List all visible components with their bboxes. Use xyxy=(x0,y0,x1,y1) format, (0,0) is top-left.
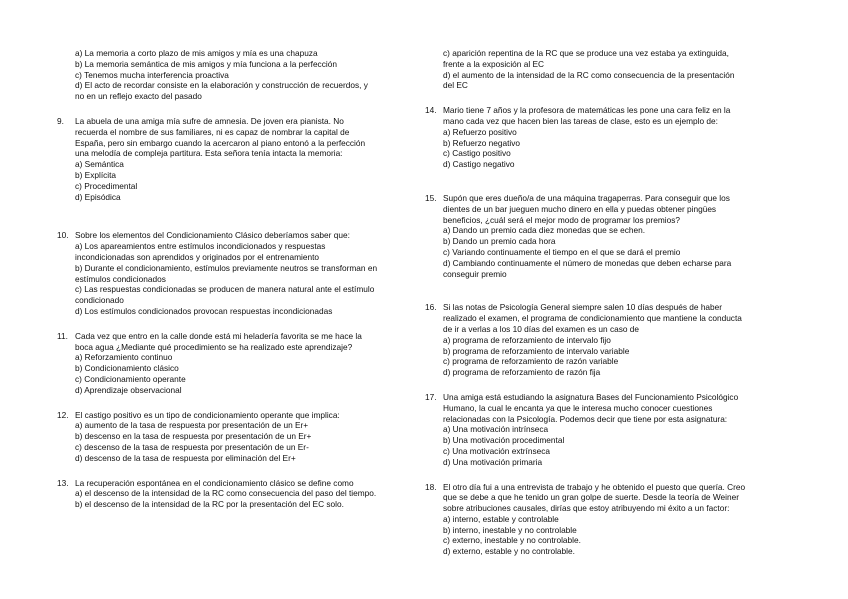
option-c: c) Una motivación extrínseca xyxy=(443,445,550,456)
question-stem: boca agua ¿Mediante qué procedimiento se ha realizado este aprendizaje? xyxy=(75,341,353,352)
option-d: d) Cambiando continuamente el número de monedas que deben echarse para xyxy=(443,257,732,268)
option-a: a) Una motivación intrínseca xyxy=(443,424,549,435)
question-number: 17. xyxy=(425,391,437,402)
question-stem: relacionadas con la Psicología. Podemos decir que tiene por esta asignatura: xyxy=(443,413,728,424)
question-stem: realizado el examen, el programa de condicionamiento que mantiene la conducta xyxy=(443,313,742,324)
question-18 xyxy=(425,481,788,558)
question-16 xyxy=(425,302,788,378)
question-stem: España, pero sin embargo cuando la acercaron al piano entonó a la perfección xyxy=(75,137,366,148)
option-a: a) Refuerzo positivo xyxy=(443,126,517,137)
question-10 xyxy=(57,230,415,316)
option-a: a) Los apareamientos entre estímulos incondicionados y respuestas xyxy=(75,241,326,252)
option-d-cont: del EC xyxy=(443,80,468,91)
question-stem: beneficios, ¿cuál será el mejor modo de programar los premios? xyxy=(443,214,681,225)
question-stem: mano cada vez que hacen bien las tareas de clase, esto es un ejemplo de: xyxy=(443,115,718,126)
option-d: d) Una motivación primaria xyxy=(443,456,543,467)
option-c: c) descenso de la tasa de respuesta por presentación de un Er- xyxy=(75,441,309,452)
option-a: a) La memoria a corto plazo de mis amigos y mía es una chapuza xyxy=(75,48,318,58)
option-c: c) Las respuestas condicionadas se producen de manera natural ante el estímulo xyxy=(75,284,375,295)
option-a: a) Semántica xyxy=(75,159,124,170)
question-stem: Cada vez que entro en la calle donde está mi heladería favorita se me hace la xyxy=(75,330,362,341)
option-d: d) programa de reforzamiento de razón fija xyxy=(443,367,601,378)
question-number: 9. xyxy=(57,115,64,126)
question-stem: Humano, la cual le encanta ya que le interesa mucho conocer cuestiones xyxy=(443,402,713,413)
question-stem: Mario tiene 7 años y la profesora de matemáticas les pone una cara feliz en la xyxy=(443,105,731,116)
question-number: 10. xyxy=(57,230,69,241)
question-number: 14. xyxy=(425,105,437,116)
question-stem: dientes de un bar jueguen mucho dinero en ella y puedas obtener pingües xyxy=(443,203,717,214)
option-b: b) interno, inestable y no controlable xyxy=(443,524,577,535)
option-b: b) descenso en la tasa de respuesta por presentación de un Er+ xyxy=(75,431,312,442)
option-a: a) Reforzamiento continuo xyxy=(75,352,173,363)
left-column xyxy=(57,48,415,510)
option-d: d) descenso de la tasa de respuesta por eliminación del Er+ xyxy=(75,452,296,463)
question-15 xyxy=(425,192,788,279)
question-stem: una melodía de compleja partitura. Esta señora tenía intacta la memoria: xyxy=(75,148,343,159)
option-c: c) Condicionamiento operante xyxy=(75,373,186,384)
option-b-cont: estímulos condicionados xyxy=(75,273,166,284)
option-a: a) interno, estable y controlable xyxy=(443,513,559,524)
option-d: d) El acto de recordar consiste en la elaboración y construcción de recuerdos, y xyxy=(75,80,368,91)
question-stem: Sobre los elementos del Condicionamiento Clásico deberíamos saber que: xyxy=(75,230,350,241)
question-stem: El otro día fui a una entrevista de trabajo y he obtenido el puesto que quería. Creo xyxy=(443,481,746,492)
question-stem: que se debe a que he tenido un gran golpe de suerte. Desde la teoría de Weiner xyxy=(443,492,739,503)
option-a-cont: incondicionadas son aprendidos y originados por el entrenamiento xyxy=(75,251,319,262)
option-b: b) Una motivación procedimental xyxy=(443,435,565,446)
option-d-cont: conseguir premio xyxy=(443,268,507,279)
question-13-continuation xyxy=(443,48,788,91)
option-b: b) Explícita xyxy=(75,169,117,180)
question-stem: sobre atribuciones causales, dirías que estoy atribuyendo mi éxito a un factor: xyxy=(443,503,730,514)
question-number: 12. xyxy=(57,409,69,420)
question-number: 18. xyxy=(425,481,437,492)
question-number: 16. xyxy=(425,302,437,313)
option-c-cont: condicionado xyxy=(75,295,124,306)
option-b: b) programa de reforzamiento de intervalo variable xyxy=(443,345,630,356)
question-number: 13. xyxy=(57,477,69,488)
question-stem: Si las notas de Psicología General siempre salen 10 días después de haber xyxy=(443,302,723,313)
question-stem: de ir a verlas a los 10 días del examen es un caso de xyxy=(443,323,640,334)
option-c: c) Procedimental xyxy=(75,180,138,191)
option-d: d) Castigo negativo xyxy=(443,159,515,170)
option-d: d) externo, estable y no controlable. xyxy=(443,546,575,557)
question-number: 11. xyxy=(57,330,68,341)
question-11 xyxy=(57,330,415,396)
option-d: d) Los estímulos condicionados provocan respuestas incondicionadas xyxy=(75,305,333,316)
option-b: b) el descenso de la intensidad de la RC por la presentación del EC solo. xyxy=(75,499,344,510)
option-c: c) Castigo positivo xyxy=(443,148,511,159)
question-stem: El castigo positivo es un tipo de condicionamiento operante que implica: xyxy=(75,409,340,420)
question-17 xyxy=(425,391,788,468)
option-c: c) aparición repentina de la RC que se produce una vez estaba ya extinguida, xyxy=(443,48,729,58)
question-number: 15. xyxy=(425,192,437,203)
question-stem: Supón que eres dueño/a de una máquina tragaperras. Para conseguir que los xyxy=(443,192,730,203)
option-c: c) externo, inestable y no controlable. xyxy=(443,535,581,546)
option-d: d) Aprendizaje observacional xyxy=(75,384,182,395)
question-14 xyxy=(425,105,788,170)
question-stem: La abuela de una amiga mía sufre de amnesia. De joven era pianista. No xyxy=(75,115,344,126)
question-13 xyxy=(57,477,415,510)
option-b: b) Durante el condicionamiento, estímulos previamente neutros se transforman en xyxy=(75,262,378,273)
option-c: c) Variando continuamente el tiempo en el que se dará el premio xyxy=(443,246,681,257)
option-b: b) Dando un premio cada hora xyxy=(443,236,556,247)
option-a: a) programa de reforzamiento de intervalo fijo xyxy=(443,334,611,345)
option-b: b) Refuerzo negativo xyxy=(443,137,521,148)
option-d-cont: no en un reflejo exacto del pasado xyxy=(75,91,202,102)
option-a: a) aumento de la tasa de respuesta por presentación de un Er+ xyxy=(75,420,309,431)
option-c-cont: frente a la exposición al EC xyxy=(443,58,545,69)
question-9 xyxy=(57,115,415,202)
option-a: a) el descenso de la intensidad de la RC como consecuencia del paso del tiempo. xyxy=(75,488,377,499)
right-column xyxy=(425,48,788,557)
option-c: c) programa de reforzamiento de razón variable xyxy=(443,356,619,367)
option-d: d) Episódica xyxy=(75,191,121,202)
question-12 xyxy=(57,409,415,464)
option-b: b) Condicionamiento clásico xyxy=(75,363,179,374)
question-8-continuation xyxy=(75,48,415,102)
option-a: a) Dando un premio cada diez monedas que se echen. xyxy=(443,225,646,236)
question-stem: La recuperación espontánea en el condicionamiento clásico se define como xyxy=(75,477,354,488)
question-stem: recuerda el nombre de sus familiares, ni es capaz de nombrar la capital de xyxy=(75,126,350,137)
option-b: b) La memoria semántica de mis amigos y mía funciona a la perfección xyxy=(75,58,337,69)
question-stem: Una amiga está estudiando la asignatura Bases del Funcionamiento Psicológico xyxy=(443,391,739,402)
option-d: d) el aumento de la intensidad de la RC como consecuencia de la presentación xyxy=(443,69,735,80)
option-c: c) Tenemos mucha interferencia proactiva xyxy=(75,69,229,80)
